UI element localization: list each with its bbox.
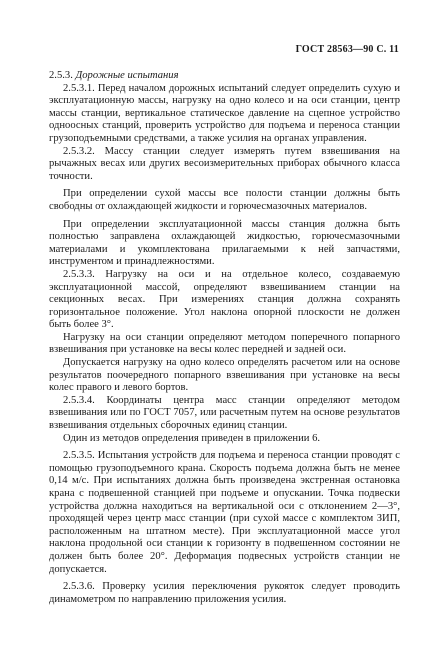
- paragraph-operating-mass: При определении эксплуатационной массы станция должна быть полностью заправлена охлаждающей жидкостью, горючесмазочными материалами и укомплектована прилагаемыми к ней запчастями, инструментом и принадлежностями.: [49, 218, 400, 268]
- section-heading: [49, 70, 400, 83]
- page-header: ГОСТ 28563—90 С. 11: [295, 44, 399, 55]
- paragraph-2-5-3-5: 2.5.3.5. Испытания устройств для подъема и переноса станции проводят с помощью грузоподъемного крана. Скорость подъема должна быть не менее 0,14 м/с. При испытаниях должна быть произведена экстренная остановка крана с подвешенной станцией при подъеме и опускании. Точка подвески устройства должна находиться на вертикальной оси с отклонением 2—3°, проходящей через центр масс станции (при сухой массе с комплектом ЗИП, расположенным на штатном месте). При эксплуатационной массе угол наклона продольной оси станции к горизонту в подвешенном состоянии не должен быть более 20°. Деформация подвесных устройств станции не допускается.: [49, 450, 400, 575]
- paragraph-wheel-load: Допускается нагрузку на одно колесо определять расчетом или на основе результатов поочередного попарного взвешивания при установке на весы колес правого и левого бортов.: [49, 357, 400, 394]
- paragraph-2-5-3-6: 2.5.3.6. Проверку усилия переключения рукояток следует проводить динамометром по направлению приложения усилия.: [49, 581, 400, 605]
- section-number: 2.5.3.: [49, 70, 73, 81]
- paragraph-2-5-3-4: 2.5.3.4. Координаты центра масс станции определяют методом взвешивания или по ГОСТ 7057, или расчетным путем на основе результатов взвешивания отдельных сборочных единиц станции.: [49, 394, 400, 432]
- paragraph-2-5-3-2: 2.5.3.2. Массу станции следует измерять путем взвешивания на рычажных весах или других весоизмерительных приборах обычного класса точности.: [49, 145, 400, 182]
- document-body: [49, 70, 400, 606]
- paragraph-axle-load: Нагрузку на оси станции определяют методом поперечного попарного взвешивания при установке на весы колес передней и задней оси.: [49, 331, 400, 356]
- paragraph-appendix-ref: Один из методов определения приведен в приложении 6.: [63, 432, 321, 444]
- paragraph-dry-mass: При определении сухой массы все полости станции должны быть свободны от охлаждающей жидкости и горючесмазочных материалов.: [49, 188, 400, 212]
- paragraph-2-5-3-3: 2.5.3.3. Нагрузку на оси и на отдельное колесо, создаваемую эксплуатационной массой, определяют взвешиванием станции на секционных весах. При измерениях станция должна сохранять горизонтальное положение. Угол наклона опорной плоскости не должен быть более 3°.: [49, 268, 400, 331]
- section-title: Дорожные испытания: [75, 70, 179, 81]
- paragraph-2-5-3-1: 2.5.3.1. Перед началом дорожных испытаний следует определить сухую и эксплуатационную массы, нагрузку на одно колесо и на оси станции, центр массы станции, вертикальное статическое давление на сцепное устройство одноосных станций, проверить устройство для подъема и переноса станции грузоподъемными средствами, а также усилия на органах управления.: [49, 82, 400, 144]
